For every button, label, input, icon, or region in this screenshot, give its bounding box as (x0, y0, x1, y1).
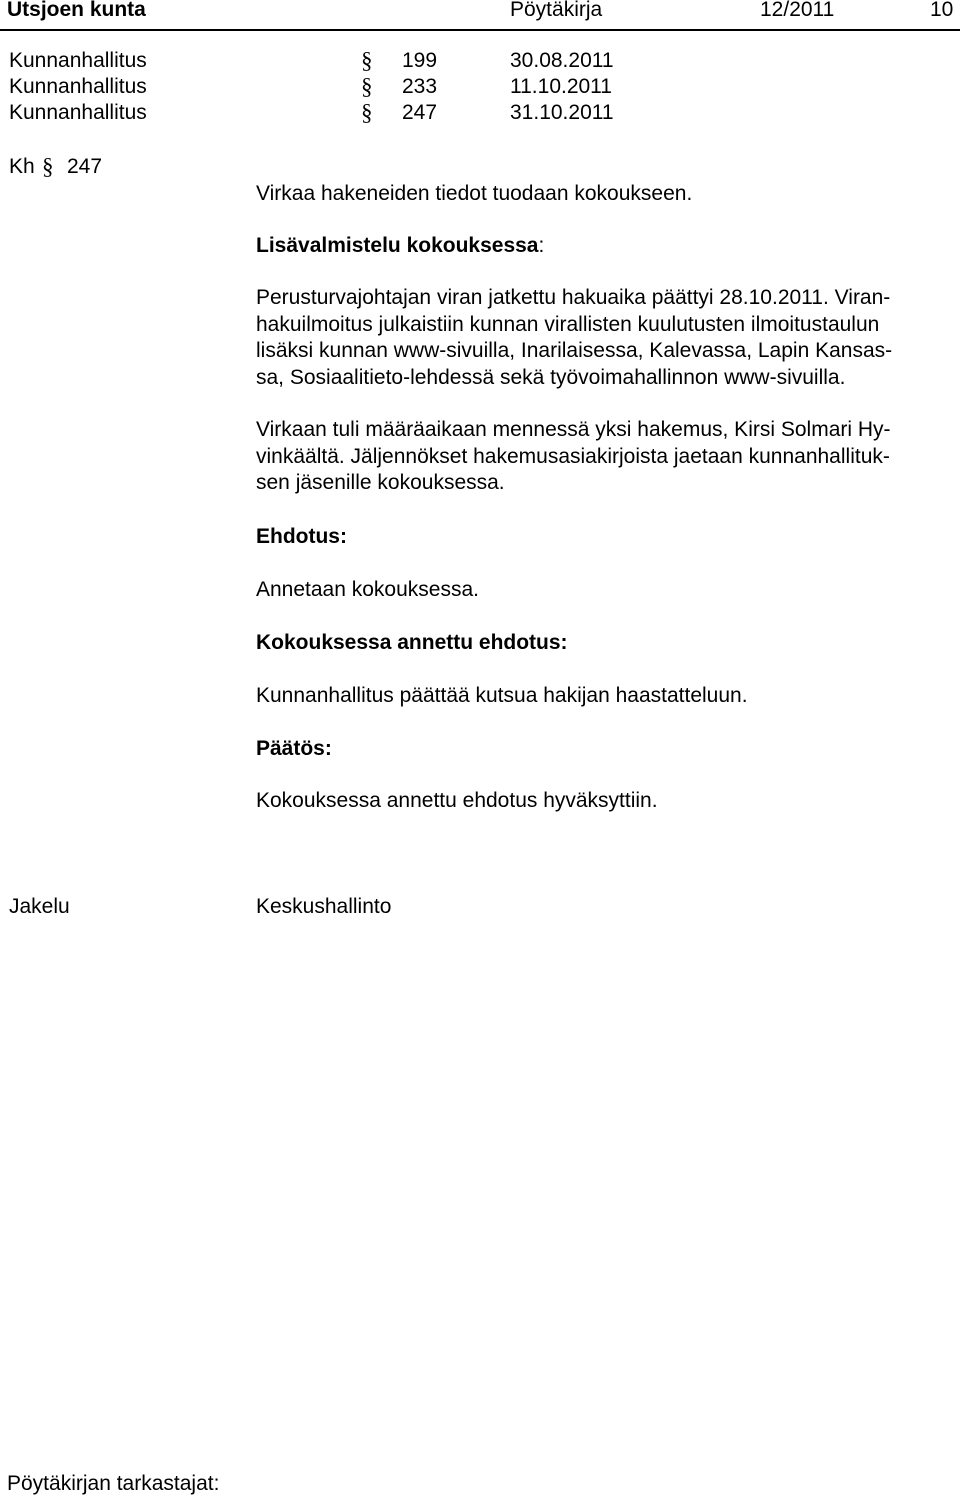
reference-body: Kunnanhallitus (9, 49, 147, 72)
header-rule (0, 29, 960, 31)
reference-number: 199 (402, 49, 438, 72)
section-number: 247 (67, 155, 103, 178)
prep-paragraph (256, 285, 956, 391)
reference-number: 233 (402, 75, 438, 98)
reviewers-label: Pöytäkirjan tarkastajat: (7, 1472, 220, 1495)
distribution-value: Keskushallinto (256, 895, 392, 918)
doc-type: Pöytäkirja (510, 0, 603, 21)
section-prefix: Kh (9, 155, 35, 178)
paragraph-line: Virkaan tuli määräaikaan mennessä yksi hakemus, Kirsi Solmari Hy- (256, 418, 891, 441)
reference-number: 247 (402, 101, 438, 124)
distribution-label: Jakelu (9, 895, 70, 918)
paragraph-line: sen jäsenille kokouksessa. (256, 471, 505, 494)
reference-date: 31.10.2011 (510, 101, 614, 124)
paragraph-line: Perusturvajohtajan viran jatkettu hakuaika päättyi 28.10.2011. Viran- (256, 286, 891, 309)
section-symbol: § (361, 48, 373, 73)
page-number: 10 (930, 0, 954, 21)
paragraph-line: lisäksi kunnan www-sivuilla, Inarilaisessa, Kalevassa, Lapin Kansas- (256, 339, 893, 362)
doc-number: 12/2011 (760, 0, 835, 21)
applicants-paragraph (256, 417, 956, 497)
section-symbol: § (361, 100, 373, 125)
section-symbol: § (42, 154, 54, 179)
meeting-proposal-heading: Kokouksessa annettu ehdotus: (256, 631, 568, 654)
paragraph-line: hakuilmoitus julkaistiin kunnan virallisten kuulutusten ilmoitustaulun (256, 312, 880, 336)
paragraph-line: sa, Sosiaalitieto-lehdessä sekä työvoimahallinnon www-sivuilla. (256, 365, 846, 389)
decision-text: Kokouksessa annettu ehdotus hyväksyttiin. (256, 789, 658, 812)
intro-text: Virkaa hakeneiden tiedot tuodaan kokoukseen. (256, 182, 693, 205)
section-symbol: § (361, 74, 373, 99)
reference-date: 11.10.2011 (510, 75, 612, 98)
reference-body: Kunnanhallitus (9, 101, 147, 124)
decision-heading: Päätös: (256, 737, 332, 760)
proposal-text: Annetaan kokouksessa. (256, 578, 479, 601)
proposal-heading: Ehdotus: (256, 525, 347, 548)
prep-heading: Lisävalmistelu kokouksessa: (256, 234, 545, 257)
reference-body: Kunnanhallitus (9, 75, 147, 98)
reference-date: 30.08.2011 (510, 49, 614, 72)
org-name: Utsjoen kunta (7, 0, 146, 21)
meeting-proposal-text: Kunnanhallitus päättää kutsua hakijan haastatteluun. (256, 684, 748, 707)
paragraph-line: vinkäältä. Jäljennökset hakemusasiakirjoista jaetaan kunnanhallituk- (256, 444, 890, 468)
